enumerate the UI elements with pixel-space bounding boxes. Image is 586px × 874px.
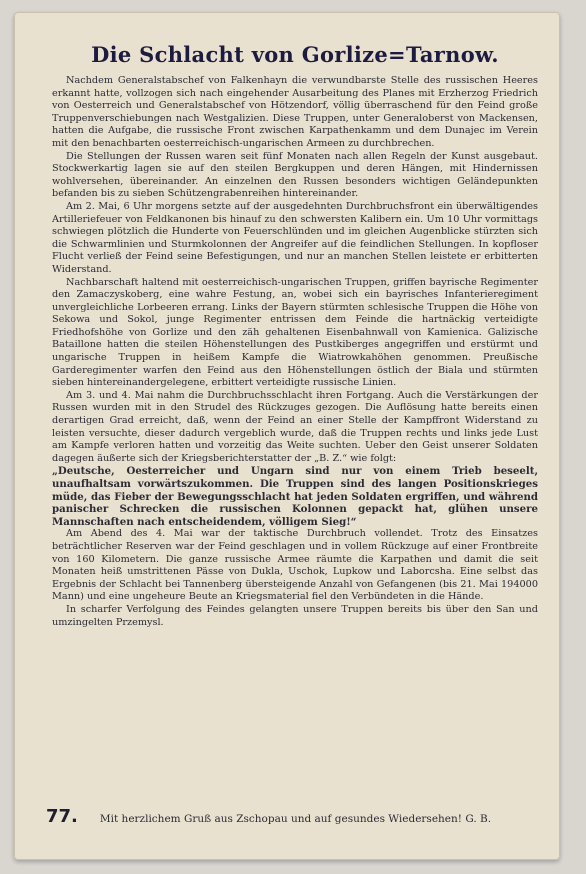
paragraph: Nachdem Generalstabschef von Falkenhayn die verwundbarste Stelle des russischen Heeres erkannt hatte, vollzogen sich nach eingehender Ausarbeitung des Planes mit Erzherzog Friedrich von Oesterreich und Generalstabschef von Hötzendorf, völlig überraschend für den Feind große Truppenverschiebungen nach Westgalizien. Diese Truppen, unter Generaloberst von Mackensen, hatten die Aufgabe, die russische Front zwischen Karpathenkamm und dem Dunajec im Verein mit den benachbarten oesterreichisch-ungarischen Armeen zu durchbrechen. xyxy=(52,75,538,149)
paragraph: In scharfer Verfolgung des Feindes gelangten unsere Truppen bereits bis über den San und umzingelten Przemysl. xyxy=(52,603,538,628)
postcard xyxy=(14,12,560,860)
article-body xyxy=(52,75,538,629)
paragraph: Am 2. Mai, 6 Uhr morgens setzte auf der ausgedehnten Durchbruchsfront ein überwältigendes Artilleriefeuer von Feldkanonen bis hinauf zu den schwersten Kalibern ein. Um 10 Uhr vormittags schwiegen plötzlich die Hunderte von Feuerschlünden und im gleichen Augenblicke stürzten sich die Schwarmlinien und Sturmkolonnen der Angreifer auf die feindlichen Stellungen. In kopfloser Flucht verließ der Feind seine Befestigungen, und nur an manchen Stellen leistete er erbitterten Widerstand. xyxy=(52,200,538,275)
card-number: 77. xyxy=(46,806,78,827)
page-title: Die Schlacht von Gorlize=Tarnow. xyxy=(91,42,499,67)
paragraph: Die Stellungen der Russen waren seit fünf Monaten nach allen Regeln der Kunst ausgebaut. Stockwerkartig lagen sie auf den steilen Bergkuppen und deren Hängen, mit Hindernissen wohlversehen, übereinander. An einzelnen den Russen besonders wichtigen Geländepunkten befanden bis zu sieben Schützengrabenreihen hintereinander. xyxy=(52,150,538,200)
paragraph: Nachbarschaft haltend mit oesterreichisch-ungarischen Truppen, griffen bayrische Regimenter den Zamaczyskoberg, eine wahre Festung, an, wobei sich ein bayrisches Infanterieregiment unvergleichliche Lorbeeren errang. Links der Bayern stürmten schlesische Truppen die Höhe von Sekowa und Sokol, junge Regimenter entrissen dem Feinde die hartnäckig verteidigte Friedhofshöhe von Gorlize und den zäh gehaltenen Eisenbahnwall von Kamienica. Galizische Bataillone hatten die steilen Höhenstellungen des Pustkiberges angegriffen und erstürmt und ungarische Truppen in heißem Kampfe die Wiatrowkahöhen genommen. Preußische Garderegimenter warfen den Feind aus den Höhenstellungen östlich der Biala und stürmten sieben hintereinandergelegene, erbittert verteidigte russische Linien. xyxy=(52,276,538,389)
paragraph: Am Abend des 4. Mai war der taktische Durchbruch vollendet. Trotz des Einsatzes beträchtlicher Reserven war der Feind geschlagen und in vollem Rückzuge auf einer Frontbreite von 160 Kilometern. Die ganze russische Armee räumte die Karpathen und damit die seit Monaten heiß umstrittenen Pässe von Dukla, Uschok, Lupkow und Laborcsha. Eine selbst das Ergebnis der Schlacht bei Tannenberg übersteigende Anzahl von Gefangenen (bis 21. Mai 194000 Mann) und eine ungeheure Beute an Kriegsmaterial fiel den Verbündeten in die Hände. xyxy=(52,528,538,603)
paragraph: Am 3. und 4. Mai nahm die Durchbruchsschlacht ihren Fortgang. Auch die Verstärkungen der Russen wurden mit in den Strudel des Rückzuges gezogen. Die Auflösung hatte bereits einen derartigen Grad erreicht, daß, wenn der Feind an einer Stelle der Kampffront Widerstand zu leisten versuchte, dieser dadurch vergeblich wurde, daß die Truppen rechts und links jede Lust am Kampfe verloren hatten und vorzeitig das Weite suchten. Ueber den Geist unserer Soldaten dagegen äußerte sich der Kriegsberichterstatter der „B. Z.“ wie folgt: xyxy=(52,389,538,464)
handwritten-greeting: Mit herzlichem Gruß aus Zschopau und auf gesundes Wiedersehen! G. B. xyxy=(99,813,492,825)
card-footer xyxy=(46,806,538,827)
quote-paragraph: „Deutsche, Oesterreicher und Ungarn sind nur von einem Trieb beseelt, unaufhaltsam vorwärtszukommen. Die Truppen sind des langen Positionskrieges müde, das Fieber der Bewegungsschlacht hat jeden Soldaten ergriffen, und während panischer Schrecken die russischen Kolonnen gepackt hat, glühen unsere Mannschaften nach entscheidendem, völligem Sieg!“ xyxy=(52,465,538,528)
